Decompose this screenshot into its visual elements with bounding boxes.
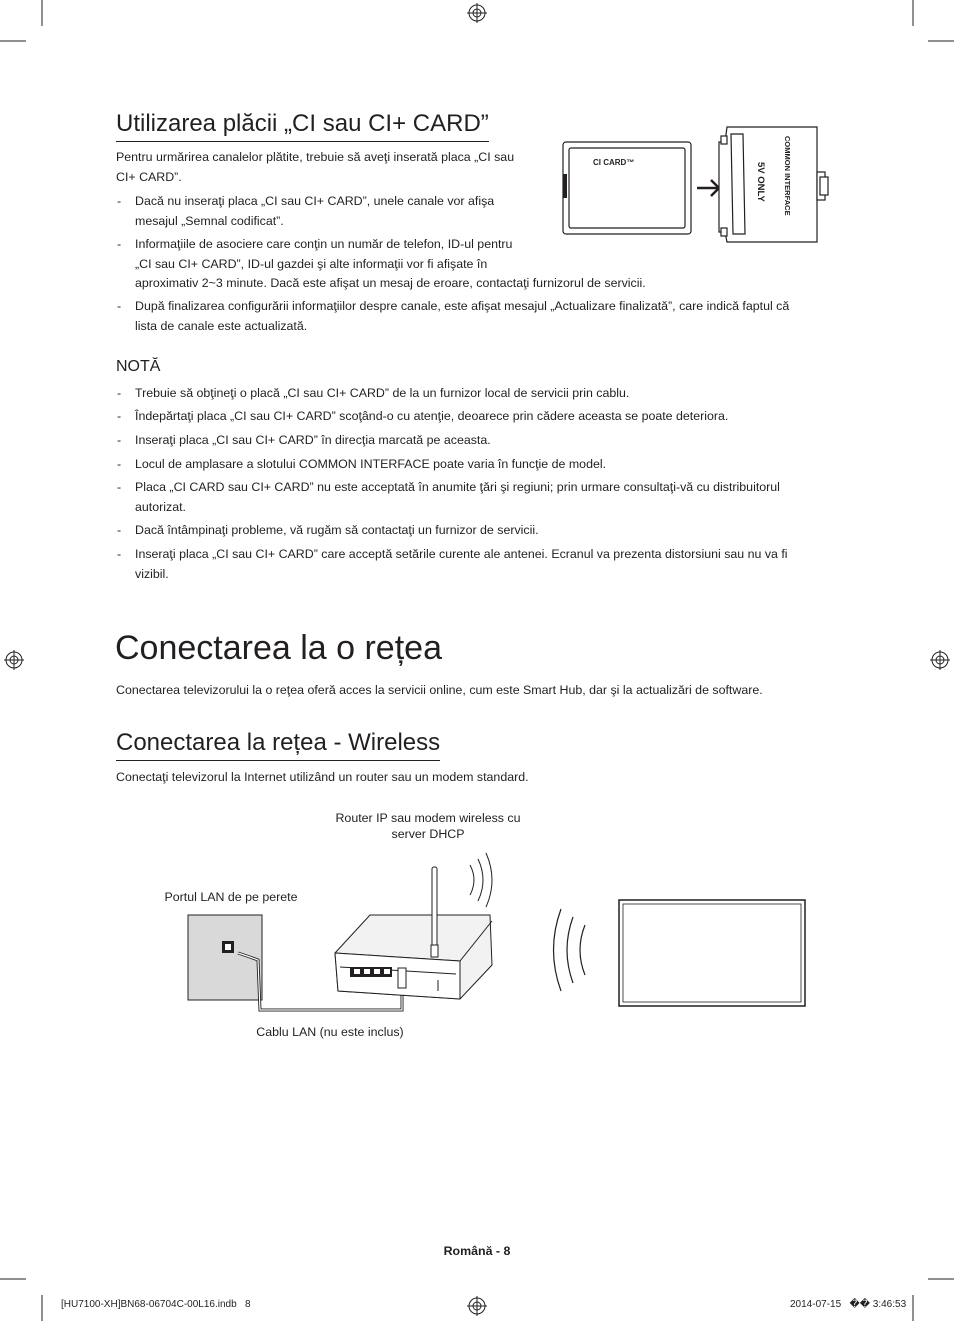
tv (619, 900, 805, 1006)
note-bullet (117, 407, 837, 427)
ci-card-illustration (555, 122, 845, 252)
ci-intro-line: Pentru urmărirea canalelor plătite, trebuie să aveţi inserată placa „CI sau (116, 150, 515, 164)
tv-wifi-waves-icon (554, 909, 586, 991)
insert-arrow-icon (697, 180, 719, 196)
network-intro: Conectarea televizorului la o reţea oferă acces la servicii online, cum este Smart Hub, dar şi la actualizări de software. (116, 683, 763, 697)
bullet-text: autorizat. (135, 499, 186, 514)
bullet-dash: - (117, 194, 122, 208)
common-interface-slot (719, 127, 828, 242)
ci-section-title: Utilizarea plăcii „CI sau CI+ CARD” (116, 110, 489, 142)
bullet-text: mesajul „Semnal codificat”. (135, 213, 284, 228)
bullet-text: Trebuie să obţineţi o placă „CI sau CI+ CARD” de la un furnizor local de servicii prin cablu. (135, 386, 630, 400)
router-label-line: server DHCP (391, 827, 465, 841)
note-bullet (117, 478, 837, 517)
bullet-dash: - (117, 547, 122, 561)
bullet-text: Informaţiile de asociere care conţin un număr de telefon, ID-ul pentru (135, 237, 513, 251)
ci-intro (116, 148, 536, 187)
registration-target-icon (467, 3, 487, 23)
bullet-dash: - (117, 433, 122, 447)
bullet-dash: - (117, 237, 122, 251)
wall-port-label: Portul LAN de pe perete (164, 890, 298, 904)
router-label (318, 810, 538, 842)
ci-card (563, 142, 691, 234)
network-diagram (180, 845, 820, 1020)
bullet-dash: - (117, 409, 122, 423)
bullet-text: Dacă nu inseraţi placa „CI sau CI+ CARD”, unele canale vor afişa (135, 194, 495, 208)
network-title: Conectarea la o rețea (115, 629, 442, 667)
bullet-text: Locul de amplasare a slotului COMMON INTERFACE poate varia în funcţie de model. (135, 457, 607, 471)
wireless-title: Conectarea la rețea - Wireless (116, 729, 440, 761)
bullet-dash: - (117, 457, 122, 471)
bullet-text: După finalizarea configurării informaţiilor despre canale, este afişat mesajul „Actualizare finalizată”, care indică faptul că (135, 299, 790, 313)
note-bullet (117, 545, 837, 584)
bullet-text: Îndepărtaţi placa „CI sau CI+ CARD” scoţând-o cu atenţie, deoarece prin cădere aceasta se poate deteriora. (135, 409, 729, 423)
bullet-text: Dacă întâmpinaţi probleme, vă rugăm să contactaţi un furnizor de servicii. (135, 523, 539, 537)
bullet-text: vizibil. (135, 566, 169, 581)
page-number: Română - 8 (443, 1244, 511, 1258)
note-bullet (117, 384, 837, 404)
bullet-dash: - (117, 386, 122, 400)
router-wifi-waves-icon (470, 853, 492, 907)
note-bullet (117, 521, 837, 541)
print-datetime: 2014-07-15 �� 3:46:53 (790, 1299, 907, 1310)
note-bullet (117, 431, 837, 451)
wireless-intro: Conectaţi televizorul la Internet utilizând un router sau un modem standard. (116, 770, 529, 784)
bullet-text: Placa „CI CARD sau CI+ CARD” nu este acceptată în anumite ţări şi regiuni; prin urmare consultaţi-vă cu distribuitorul (135, 480, 780, 494)
slot-voltage-label: 5V ONLY (755, 162, 766, 202)
bullet-dash: - (117, 480, 122, 494)
bullet-dash: - (117, 523, 122, 537)
bullet-dash: - (117, 299, 122, 313)
ci-intro-line: CI+ CARD”. (116, 169, 182, 184)
cable-label: Cablu LAN (nu este inclus) (256, 1025, 404, 1039)
bullet-text: „CI sau CI+ CARD”, ID-ul gazdei şi alte informaţii vor fi afişate în (135, 256, 488, 271)
bullet-text: lista de canale este actualizată. (135, 318, 308, 333)
print-file-info: [HU7100-XH]BN68-06704C-00L16.indb 8 (61, 1299, 251, 1310)
router-label-line: Router IP sau modem wireless cu (335, 811, 521, 825)
ci-card-label: CI CARD™ (593, 158, 635, 167)
note-bullet (117, 455, 837, 475)
bullet-text: Inseraţi placa „CI sau CI+ CARD” care acceptă setările curente ale antenei. Ecranul va prezenta distorsiuni sau nu va fi (135, 547, 788, 561)
bullet-text: Inseraţi placa „CI sau CI+ CARD” în direcţia marcată pe aceasta. (135, 433, 491, 447)
note-title: NOTĂ (116, 358, 161, 375)
bullet-text: aproximativ 2~3 minute. Dacă este afişat un mesaj de eroare, contactaţi furnizorul de servicii. (135, 276, 646, 290)
ci-bullet (117, 297, 837, 336)
slot-label: COMMON INTERFACE (783, 136, 792, 216)
router (335, 867, 492, 999)
